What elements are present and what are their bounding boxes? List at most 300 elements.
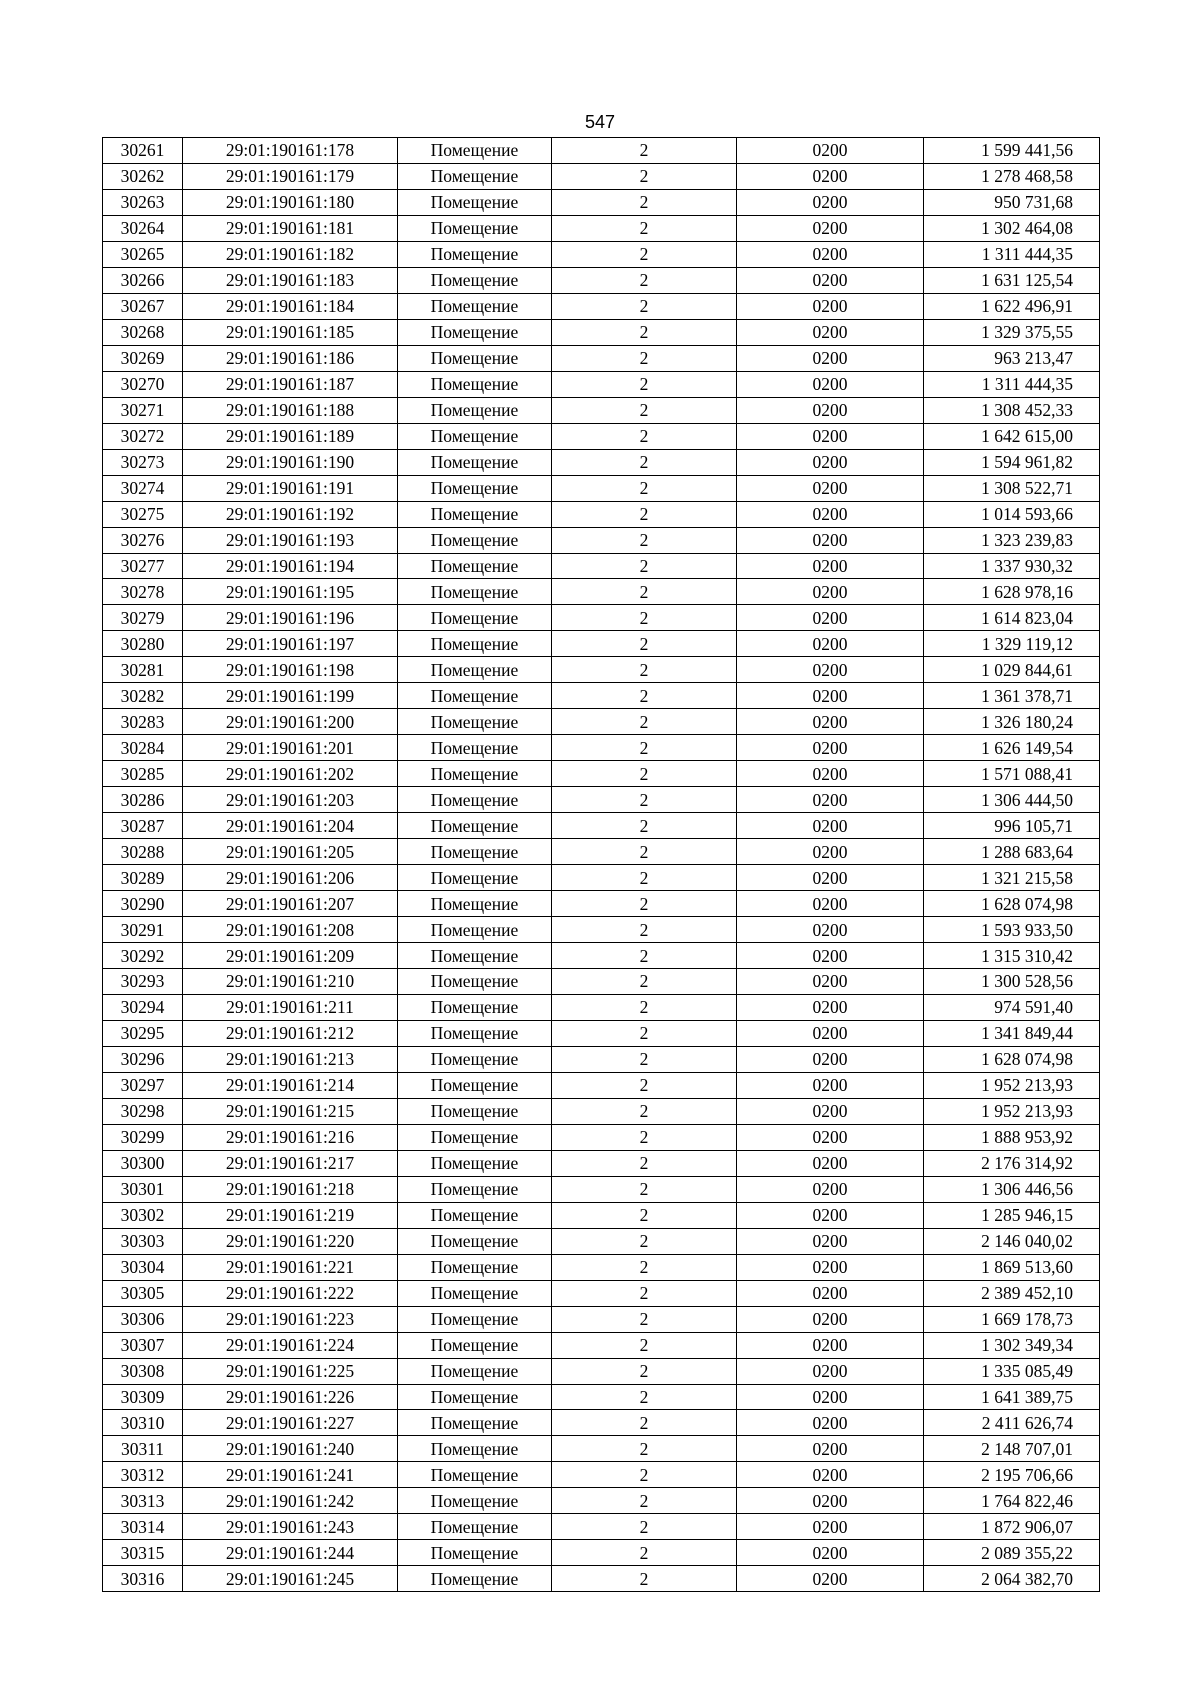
- cadastral-value-cell: 1 326 180,24: [924, 709, 1100, 735]
- table-row: [103, 241, 1100, 267]
- row-number-cell: 30285: [103, 761, 183, 787]
- cadastral-number-cell: 29:01:190161:203: [183, 787, 398, 813]
- cadastral-number-cell: 29:01:190161:192: [183, 501, 398, 527]
- row-number-cell: 30287: [103, 813, 183, 839]
- table-row: [103, 1462, 1100, 1488]
- object-type-cell: Помещение: [398, 891, 552, 917]
- type-code-cell: 2: [552, 1202, 737, 1228]
- type-code-cell: 2: [552, 423, 737, 449]
- cadastral-value-cell: 1 329 119,12: [924, 631, 1100, 657]
- type-code-cell: 2: [552, 994, 737, 1020]
- type-code-cell: 2: [552, 943, 737, 969]
- type-code-cell: 2: [552, 969, 737, 995]
- group-code-cell: 0200: [737, 709, 924, 735]
- cadastral-number-cell: 29:01:190161:212: [183, 1020, 398, 1046]
- cadastral-value-cell: 1 300 528,56: [924, 969, 1100, 995]
- table-row: [103, 605, 1100, 631]
- object-type-cell: Помещение: [398, 657, 552, 683]
- object-type-cell: Помещение: [398, 579, 552, 605]
- table-row: [103, 631, 1100, 657]
- table-row: [103, 917, 1100, 943]
- group-code-cell: 0200: [737, 839, 924, 865]
- cadastral-value-cell: 2 389 452,10: [924, 1280, 1100, 1306]
- type-code-cell: 2: [552, 553, 737, 579]
- cadastral-value-cell: 1 872 906,07: [924, 1514, 1100, 1540]
- table-row: [103, 994, 1100, 1020]
- object-type-cell: Помещение: [398, 605, 552, 631]
- cadastral-value-cell: 1 315 310,42: [924, 943, 1100, 969]
- object-type-cell: Помещение: [398, 1358, 552, 1384]
- group-code-cell: 0200: [737, 1150, 924, 1176]
- object-type-cell: Помещение: [398, 345, 552, 371]
- object-type-cell: Помещение: [398, 709, 552, 735]
- cadastral-number-cell: 29:01:190161:206: [183, 865, 398, 891]
- object-type-cell: Помещение: [398, 1488, 552, 1514]
- cadastral-number-cell: 29:01:190161:209: [183, 943, 398, 969]
- cadastral-value-cell: 1 626 149,54: [924, 735, 1100, 761]
- table-row: [103, 319, 1100, 345]
- cadastral-number-cell: 29:01:190161:223: [183, 1306, 398, 1332]
- row-number-cell: 30284: [103, 735, 183, 761]
- object-type-cell: Помещение: [398, 943, 552, 969]
- cadastral-value-cell: 1 952 213,93: [924, 1072, 1100, 1098]
- row-number-cell: 30275: [103, 501, 183, 527]
- type-code-cell: 2: [552, 371, 737, 397]
- table-row: [103, 345, 1100, 371]
- group-code-cell: 0200: [737, 527, 924, 553]
- group-code-cell: 0200: [737, 994, 924, 1020]
- group-code-cell: 0200: [737, 501, 924, 527]
- object-type-cell: Помещение: [398, 865, 552, 891]
- object-type-cell: Помещение: [398, 1176, 552, 1202]
- row-number-cell: 30267: [103, 293, 183, 319]
- cadastral-value-cell: 1 594 961,82: [924, 449, 1100, 475]
- cadastral-value-cell: 1 764 822,46: [924, 1488, 1100, 1514]
- cadastral-value-cell: 1 302 464,08: [924, 215, 1100, 241]
- row-number-cell: 30302: [103, 1202, 183, 1228]
- type-code-cell: 2: [552, 1358, 737, 1384]
- table-row: [103, 1488, 1100, 1514]
- cadastral-number-cell: 29:01:190161:227: [183, 1410, 398, 1436]
- cadastral-value-cell: 1 308 452,33: [924, 397, 1100, 423]
- table-row: [103, 423, 1100, 449]
- table-row: [103, 1280, 1100, 1306]
- object-type-cell: Помещение: [398, 501, 552, 527]
- group-code-cell: 0200: [737, 579, 924, 605]
- cadastral-value-cell: 2 089 355,22: [924, 1540, 1100, 1566]
- object-type-cell: Помещение: [398, 787, 552, 813]
- row-number-cell: 30270: [103, 371, 183, 397]
- type-code-cell: 2: [552, 605, 737, 631]
- group-code-cell: 0200: [737, 449, 924, 475]
- object-type-cell: Помещение: [398, 371, 552, 397]
- type-code-cell: 2: [552, 1020, 737, 1046]
- cadastral-value-cell: 1 571 088,41: [924, 761, 1100, 787]
- cadastral-value-cell: 1 329 375,55: [924, 319, 1100, 345]
- table-row: [103, 865, 1100, 891]
- table-row: [103, 1150, 1100, 1176]
- table-row: [103, 735, 1100, 761]
- type-code-cell: 2: [552, 163, 737, 189]
- cadastral-value-cell: 1 593 933,50: [924, 917, 1100, 943]
- type-code-cell: 2: [552, 1384, 737, 1410]
- cadastral-value-cell: 1 321 215,58: [924, 865, 1100, 891]
- cadastral-number-cell: 29:01:190161:199: [183, 683, 398, 709]
- type-code-cell: 2: [552, 241, 737, 267]
- table-row: [103, 683, 1100, 709]
- row-number-cell: 30315: [103, 1540, 183, 1566]
- table-body: [103, 138, 1100, 1592]
- cadastral-number-cell: 29:01:190161:211: [183, 994, 398, 1020]
- page-number: 547: [584, 112, 616, 132]
- cadastral-number-cell: 29:01:190161:240: [183, 1436, 398, 1462]
- group-code-cell: 0200: [737, 605, 924, 631]
- cadastral-value-cell: 1 288 683,64: [924, 839, 1100, 865]
- table-row: [103, 1020, 1100, 1046]
- cadastral-value-cell: 1 669 178,73: [924, 1306, 1100, 1332]
- row-number-cell: 30279: [103, 605, 183, 631]
- table-row: [103, 579, 1100, 605]
- row-number-cell: 30293: [103, 969, 183, 995]
- type-code-cell: 2: [552, 319, 737, 345]
- type-code-cell: 2: [552, 345, 737, 371]
- type-code-cell: 2: [552, 1488, 737, 1514]
- cadastral-number-cell: 29:01:190161:191: [183, 475, 398, 501]
- cadastral-number-cell: 29:01:190161:215: [183, 1098, 398, 1124]
- table-row: [103, 1098, 1100, 1124]
- type-code-cell: 2: [552, 917, 737, 943]
- cadastral-value-cell: 1 341 849,44: [924, 1020, 1100, 1046]
- row-number-cell: 30265: [103, 241, 183, 267]
- table-row: [103, 1072, 1100, 1098]
- cadastral-value-cell: 1 622 496,91: [924, 293, 1100, 319]
- table-row: [103, 787, 1100, 813]
- cadastral-value-cell: 2 176 314,92: [924, 1150, 1100, 1176]
- row-number-cell: 30308: [103, 1358, 183, 1384]
- type-code-cell: 2: [552, 709, 737, 735]
- type-code-cell: 2: [552, 683, 737, 709]
- type-code-cell: 2: [552, 631, 737, 657]
- cadastral-value-cell: 1 628 074,98: [924, 1046, 1100, 1072]
- cadastral-value-cell: 963 213,47: [924, 345, 1100, 371]
- cadastral-value-cell: 974 591,40: [924, 994, 1100, 1020]
- group-code-cell: 0200: [737, 1202, 924, 1228]
- row-number-cell: 30309: [103, 1384, 183, 1410]
- cadastral-value-cell: 1 308 522,71: [924, 475, 1100, 501]
- row-number-cell: 30277: [103, 553, 183, 579]
- row-number-cell: 30314: [103, 1514, 183, 1540]
- cadastral-number-cell: 29:01:190161:197: [183, 631, 398, 657]
- group-code-cell: 0200: [737, 1098, 924, 1124]
- object-type-cell: Помещение: [398, 1020, 552, 1046]
- cadastral-value-cell: 1 311 444,35: [924, 371, 1100, 397]
- group-code-cell: 0200: [737, 735, 924, 761]
- cadastral-number-cell: 29:01:190161:205: [183, 839, 398, 865]
- row-number-cell: 30305: [103, 1280, 183, 1306]
- type-code-cell: 2: [552, 1254, 737, 1280]
- cadastral-number-cell: 29:01:190161:193: [183, 527, 398, 553]
- row-number-cell: 30268: [103, 319, 183, 345]
- object-type-cell: Помещение: [398, 1566, 552, 1592]
- cadastral-value-cell: 1 278 468,58: [924, 163, 1100, 189]
- cadastral-number-cell: 29:01:190161:182: [183, 241, 398, 267]
- group-code-cell: 0200: [737, 1358, 924, 1384]
- cadastral-number-cell: 29:01:190161:178: [183, 138, 398, 164]
- cadastral-number-cell: 29:01:190161:225: [183, 1358, 398, 1384]
- group-code-cell: 0200: [737, 163, 924, 189]
- type-code-cell: 2: [552, 138, 737, 164]
- table-row: [103, 163, 1100, 189]
- cadastral-number-cell: 29:01:190161:194: [183, 553, 398, 579]
- group-code-cell: 0200: [737, 1332, 924, 1358]
- row-number-cell: 30301: [103, 1176, 183, 1202]
- cadastral-number-cell: 29:01:190161:210: [183, 969, 398, 995]
- cadastral-number-cell: 29:01:190161:219: [183, 1202, 398, 1228]
- table-row: [103, 943, 1100, 969]
- row-number-cell: 30269: [103, 345, 183, 371]
- group-code-cell: 0200: [737, 1488, 924, 1514]
- cadastral-value-cell: 1 614 823,04: [924, 605, 1100, 631]
- cadastral-number-cell: 29:01:190161:213: [183, 1046, 398, 1072]
- object-type-cell: Помещение: [398, 553, 552, 579]
- object-type-cell: Помещение: [398, 475, 552, 501]
- table-row: [103, 1410, 1100, 1436]
- cadastral-value-cell: 950 731,68: [924, 189, 1100, 215]
- cadastral-number-cell: 29:01:190161:189: [183, 423, 398, 449]
- cadastral-value-cell: 2 146 040,02: [924, 1228, 1100, 1254]
- cadastral-number-cell: 29:01:190161:226: [183, 1384, 398, 1410]
- object-type-cell: Помещение: [398, 267, 552, 293]
- row-number-cell: 30298: [103, 1098, 183, 1124]
- type-code-cell: 2: [552, 787, 737, 813]
- row-number-cell: 30274: [103, 475, 183, 501]
- cadastral-value-cell: 1 628 978,16: [924, 579, 1100, 605]
- row-number-cell: 30286: [103, 787, 183, 813]
- group-code-cell: 0200: [737, 371, 924, 397]
- row-number-cell: 30272: [103, 423, 183, 449]
- cadastral-value-cell: 1 306 444,50: [924, 787, 1100, 813]
- table-row: [103, 501, 1100, 527]
- group-code-cell: 0200: [737, 1046, 924, 1072]
- type-code-cell: 2: [552, 1410, 737, 1436]
- row-number-cell: 30294: [103, 994, 183, 1020]
- cadastral-value-cell: 1 628 074,98: [924, 891, 1100, 917]
- object-type-cell: Помещение: [398, 1072, 552, 1098]
- group-code-cell: 0200: [737, 138, 924, 164]
- type-code-cell: 2: [552, 839, 737, 865]
- group-code-cell: 0200: [737, 1020, 924, 1046]
- object-type-cell: Помещение: [398, 1046, 552, 1072]
- table-row: [103, 1046, 1100, 1072]
- group-code-cell: 0200: [737, 1410, 924, 1436]
- cadastral-number-cell: 29:01:190161:187: [183, 371, 398, 397]
- row-number-cell: 30300: [103, 1150, 183, 1176]
- row-number-cell: 30290: [103, 891, 183, 917]
- row-number-cell: 30303: [103, 1228, 183, 1254]
- table-row: [103, 138, 1100, 164]
- type-code-cell: 2: [552, 449, 737, 475]
- type-code-cell: 2: [552, 1280, 737, 1306]
- group-code-cell: 0200: [737, 267, 924, 293]
- type-code-cell: 2: [552, 527, 737, 553]
- object-type-cell: Помещение: [398, 839, 552, 865]
- object-type-cell: Помещение: [398, 1098, 552, 1124]
- object-type-cell: Помещение: [398, 241, 552, 267]
- group-code-cell: 0200: [737, 1280, 924, 1306]
- object-type-cell: Помещение: [398, 761, 552, 787]
- object-type-cell: Помещение: [398, 138, 552, 164]
- cadastral-number-cell: 29:01:190161:218: [183, 1176, 398, 1202]
- type-code-cell: 2: [552, 761, 737, 787]
- type-code-cell: 2: [552, 1098, 737, 1124]
- cadastral-number-cell: 29:01:190161:188: [183, 397, 398, 423]
- object-type-cell: Помещение: [398, 215, 552, 241]
- row-number-cell: 30307: [103, 1332, 183, 1358]
- cadastral-number-cell: 29:01:190161:242: [183, 1488, 398, 1514]
- object-type-cell: Помещение: [398, 293, 552, 319]
- cadastral-number-cell: 29:01:190161:186: [183, 345, 398, 371]
- object-type-cell: Помещение: [398, 1410, 552, 1436]
- group-code-cell: 0200: [737, 1514, 924, 1540]
- object-type-cell: Помещение: [398, 1150, 552, 1176]
- type-code-cell: 2: [552, 397, 737, 423]
- object-type-cell: Помещение: [398, 1462, 552, 1488]
- group-code-cell: 0200: [737, 865, 924, 891]
- cadastral-number-cell: 29:01:190161:214: [183, 1072, 398, 1098]
- object-type-cell: Помещение: [398, 1280, 552, 1306]
- registry-table: [102, 137, 1100, 1592]
- object-type-cell: Помещение: [398, 189, 552, 215]
- object-type-cell: Помещение: [398, 449, 552, 475]
- group-code-cell: 0200: [737, 787, 924, 813]
- cadastral-value-cell: 1 306 446,56: [924, 1176, 1100, 1202]
- cadastral-value-cell: 1 323 239,83: [924, 527, 1100, 553]
- row-number-cell: 30281: [103, 657, 183, 683]
- row-number-cell: 30295: [103, 1020, 183, 1046]
- object-type-cell: Помещение: [398, 1514, 552, 1540]
- cadastral-number-cell: 29:01:190161:216: [183, 1124, 398, 1150]
- row-number-cell: 30312: [103, 1462, 183, 1488]
- row-number-cell: 30292: [103, 943, 183, 969]
- cadastral-number-cell: 29:01:190161:217: [183, 1150, 398, 1176]
- type-code-cell: 2: [552, 1072, 737, 1098]
- row-number-cell: 30264: [103, 215, 183, 241]
- row-number-cell: 30273: [103, 449, 183, 475]
- cadastral-value-cell: 2 411 626,74: [924, 1410, 1100, 1436]
- table-row: [103, 1566, 1100, 1592]
- table-row: [103, 215, 1100, 241]
- cadastral-value-cell: 1 029 844,61: [924, 657, 1100, 683]
- cadastral-value-cell: 996 105,71: [924, 813, 1100, 839]
- table-row: [103, 1436, 1100, 1462]
- object-type-cell: Помещение: [398, 735, 552, 761]
- type-code-cell: 2: [552, 1150, 737, 1176]
- object-type-cell: Помещение: [398, 631, 552, 657]
- cadastral-number-cell: 29:01:190161:224: [183, 1332, 398, 1358]
- type-code-cell: 2: [552, 735, 737, 761]
- table-row: [103, 969, 1100, 995]
- type-code-cell: 2: [552, 189, 737, 215]
- cadastral-number-cell: 29:01:190161:181: [183, 215, 398, 241]
- group-code-cell: 0200: [737, 1254, 924, 1280]
- object-type-cell: Помещение: [398, 1332, 552, 1358]
- cadastral-value-cell: 1 642 615,00: [924, 423, 1100, 449]
- table-row: [103, 1332, 1100, 1358]
- group-code-cell: 0200: [737, 917, 924, 943]
- cadastral-value-cell: 2 064 382,70: [924, 1566, 1100, 1592]
- table-row: [103, 709, 1100, 735]
- cadastral-value-cell: 1 337 930,32: [924, 553, 1100, 579]
- group-code-cell: 0200: [737, 1176, 924, 1202]
- cadastral-value-cell: 1 335 085,49: [924, 1358, 1100, 1384]
- table-row: [103, 1202, 1100, 1228]
- object-type-cell: Помещение: [398, 1540, 552, 1566]
- row-number-cell: 30271: [103, 397, 183, 423]
- group-code-cell: 0200: [737, 1462, 924, 1488]
- table-row: [103, 371, 1100, 397]
- cadastral-value-cell: 2 195 706,66: [924, 1462, 1100, 1488]
- type-code-cell: 2: [552, 813, 737, 839]
- row-number-cell: 30306: [103, 1306, 183, 1332]
- group-code-cell: 0200: [737, 891, 924, 917]
- cadastral-number-cell: 29:01:190161:245: [183, 1566, 398, 1592]
- object-type-cell: Помещение: [398, 1228, 552, 1254]
- table-row: [103, 891, 1100, 917]
- cadastral-value-cell: 1 361 378,71: [924, 683, 1100, 709]
- type-code-cell: 2: [552, 865, 737, 891]
- row-number-cell: 30283: [103, 709, 183, 735]
- cadastral-number-cell: 29:01:190161:204: [183, 813, 398, 839]
- table-row: [103, 1124, 1100, 1150]
- object-type-cell: Помещение: [398, 1306, 552, 1332]
- row-number-cell: 30289: [103, 865, 183, 891]
- table-row: [103, 293, 1100, 319]
- type-code-cell: 2: [552, 501, 737, 527]
- cadastral-value-cell: 1 631 125,54: [924, 267, 1100, 293]
- row-number-cell: 30288: [103, 839, 183, 865]
- group-code-cell: 0200: [737, 1072, 924, 1098]
- table-row: [103, 839, 1100, 865]
- row-number-cell: 30316: [103, 1566, 183, 1592]
- group-code-cell: 0200: [737, 1436, 924, 1462]
- cadastral-number-cell: 29:01:190161:183: [183, 267, 398, 293]
- row-number-cell: 30310: [103, 1410, 183, 1436]
- object-type-cell: Помещение: [398, 527, 552, 553]
- type-code-cell: 2: [552, 1046, 737, 1072]
- row-number-cell: 30262: [103, 163, 183, 189]
- object-type-cell: Помещение: [398, 917, 552, 943]
- table-row: [103, 1254, 1100, 1280]
- cadastral-number-cell: 29:01:190161:179: [183, 163, 398, 189]
- table-row: [103, 1358, 1100, 1384]
- group-code-cell: 0200: [737, 1540, 924, 1566]
- group-code-cell: 0200: [737, 475, 924, 501]
- cadastral-value-cell: 1 869 513,60: [924, 1254, 1100, 1280]
- group-code-cell: 0200: [737, 1384, 924, 1410]
- object-type-cell: Помещение: [398, 1202, 552, 1228]
- cadastral-number-cell: 29:01:190161:185: [183, 319, 398, 345]
- group-code-cell: 0200: [737, 969, 924, 995]
- table-row: [103, 1306, 1100, 1332]
- table-row: [103, 449, 1100, 475]
- row-number-cell: 30266: [103, 267, 183, 293]
- type-code-cell: 2: [552, 1566, 737, 1592]
- cadastral-number-cell: 29:01:190161:190: [183, 449, 398, 475]
- object-type-cell: Помещение: [398, 1436, 552, 1462]
- group-code-cell: 0200: [737, 319, 924, 345]
- type-code-cell: 2: [552, 293, 737, 319]
- type-code-cell: 2: [552, 1514, 737, 1540]
